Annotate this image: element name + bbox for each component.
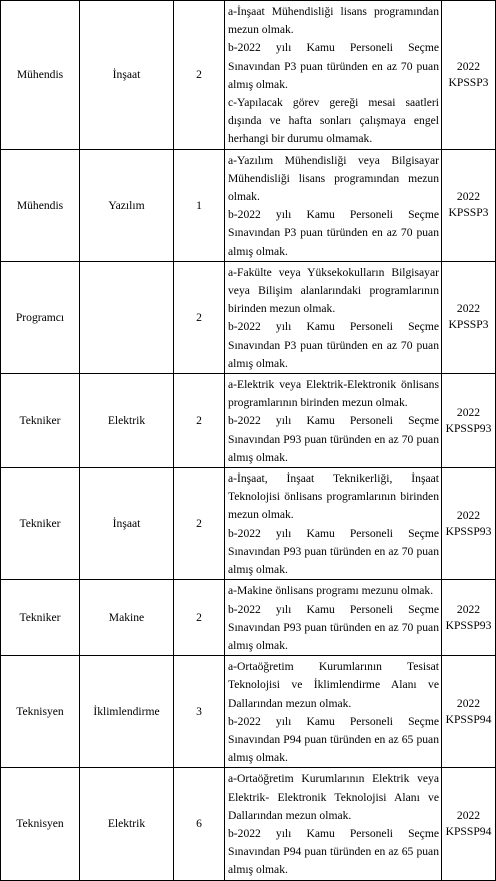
requirement-item: b-2022 yılı Kamu Personeli Seçme Sınavından P3 puan türünden en az 70 puan almış olmak.: [228, 208, 439, 258]
requirement-item: c-Yapılacak görev gereği mesai saatleri dışında ve hafta sonları çalışmaya engel herhangi bir durumu olmamak.: [228, 96, 439, 146]
exam-score-type: KPSSP93: [445, 618, 492, 632]
table-row: [1, 374, 496, 468]
exam-year: 2022: [456, 190, 481, 204]
requirement-item: b-2022 yılı Kamu Personeli Seçme Sınavından P93 puan türünden en az 70 puan almış olmak.: [228, 526, 439, 577]
position-count-cell: 1: [174, 149, 225, 261]
exam-year: 2022: [456, 59, 481, 73]
position-count-cell: 3: [174, 656, 225, 768]
position-title-cell: Teknisyen: [1, 656, 80, 768]
exam-score-type: KPSSP93: [445, 421, 492, 435]
requirements-cell: [225, 261, 442, 373]
requirements-cell: [225, 149, 442, 261]
position-field-cell: Elektrik: [80, 374, 174, 468]
position-count-cell: 2: [174, 374, 225, 468]
requirement-item: b-2022 yılı Kamu Personeli Seçme Sınavından P93 puan türünden en az 70 puan almış olmak.: [228, 602, 439, 652]
exam-cell: [442, 374, 496, 468]
table-row: [1, 261, 496, 373]
table-row: [1, 149, 496, 261]
requirement-item: a-Makine önlisans programı mezunu olmak.: [228, 584, 434, 598]
position-field-cell: İnşaat: [80, 468, 174, 580]
positions-table-body: [1, 1, 496, 881]
table-row: [1, 768, 496, 880]
exam-cell: [442, 261, 496, 373]
exam-year: 2022: [456, 508, 481, 522]
exam-score-type: KPSSP3: [448, 318, 489, 332]
exam-year: 2022: [456, 808, 481, 822]
requirements-cell: [225, 1, 442, 150]
requirement-item: b-2022 yılı Kamu Personeli Seçme Sınavından P93 puan türünden en az 70 puan almış olmak.: [228, 414, 439, 464]
position-count-cell: 2: [174, 468, 225, 580]
exam-cell: [442, 580, 496, 656]
requirements-cell: [225, 656, 442, 768]
exam-score-type: KPSSP3: [448, 75, 489, 89]
requirement-item: a-Ortaöğretim Kurumlarının Elektrik veya Elektrik- Elektronik Teknolojisi Alanı ve Dallarından mezun olmak.: [228, 772, 439, 822]
requirement-item: a-Elektrik veya Elektrik-Elektronik önlisans programlarının birinden mezun olmak.: [228, 378, 439, 410]
table-row: [1, 468, 496, 580]
requirements-cell: [225, 468, 442, 580]
position-title-cell: Mühendis: [1, 149, 80, 261]
position-title-cell: Teknisyen: [1, 768, 80, 880]
requirements-cell: [225, 580, 442, 656]
exam-year: 2022: [456, 602, 481, 616]
exam-cell: [442, 468, 496, 580]
requirement-item: b-2022 yılı Kamu Personeli Seçme Sınavından P3 puan türünden en az 70 puan almış olmak.: [228, 41, 439, 91]
position-field-cell: Elektrik: [80, 768, 174, 880]
requirement-item: b-2022 yılı Kamu Personeli Seçme Sınavından P3 puan türünden en az 70 puan almış olmak.: [228, 320, 439, 370]
exam-year: 2022: [456, 405, 481, 419]
exam-score-type: KPSSP94: [445, 712, 492, 726]
exam-score-type: KPSSP93: [445, 524, 492, 538]
position-title-cell: Mühendis: [1, 1, 80, 150]
position-title-cell: Tekniker: [1, 374, 80, 468]
position-count-cell: 2: [174, 1, 225, 150]
position-title-cell: Tekniker: [1, 580, 80, 656]
exam-year: 2022: [456, 302, 481, 316]
exam-cell: [442, 656, 496, 768]
requirements-cell: [225, 768, 442, 880]
table-row: [1, 656, 496, 768]
position-count-cell: 2: [174, 261, 225, 373]
exam-year: 2022: [456, 696, 481, 710]
exam-cell: [442, 149, 496, 261]
position-field-cell: Yazılım: [80, 149, 174, 261]
requirement-item: a-Fakülte veya Yüksekokulların Bilgisayar veya Bilişim alanlarındaki programlarının birinden mezun olmak.: [228, 265, 439, 316]
exam-score-type: KPSSP94: [445, 824, 492, 838]
exam-cell: [442, 768, 496, 880]
position-title-cell: Tekniker: [1, 468, 80, 580]
exam-score-type: KPSSP3: [448, 206, 489, 220]
table-row: [1, 1, 496, 150]
requirement-item: b-2022 yılı Kamu Personeli Seçme Sınavından P94 puan türünden en az 65 puan almış olmak.: [228, 714, 439, 765]
position-count-cell: 2: [174, 580, 225, 656]
requirement-item: a-İnşaat Mühendisliği lisans programından mezun olmak.: [228, 5, 439, 37]
requirement-item: a-Ortaöğretim Kurumlarının Tesisat Teknolojisi ve İklimlendirme Alanı ve Dallarından mezun olmak.: [228, 660, 439, 710]
exam-cell: [442, 1, 496, 150]
position-title-cell: Programcı: [1, 261, 80, 373]
requirements-cell: [225, 374, 442, 468]
position-count-cell: 6: [174, 768, 225, 880]
requirement-item: b-2022 yılı Kamu Personeli Seçme Sınavından P94 puan türünden en az 65 puan almış olmak.: [228, 826, 439, 877]
table-row: [1, 580, 496, 656]
position-field-cell: Makine: [80, 580, 174, 656]
requirement-item: a-İnşaat, İnşaat Teknikerliği, İnşaat Teknolojisi önlisans programlarının birinden mezun olmak.: [228, 472, 439, 522]
requirement-item: a-Yazılım Mühendisliği veya Bilgisayar Mühendisliği lisans programından mezun olmak.: [228, 153, 439, 204]
position-field-cell: [80, 261, 174, 373]
position-field-cell: İklimlendirme: [80, 656, 174, 768]
position-field-cell: İnşaat: [80, 1, 174, 150]
